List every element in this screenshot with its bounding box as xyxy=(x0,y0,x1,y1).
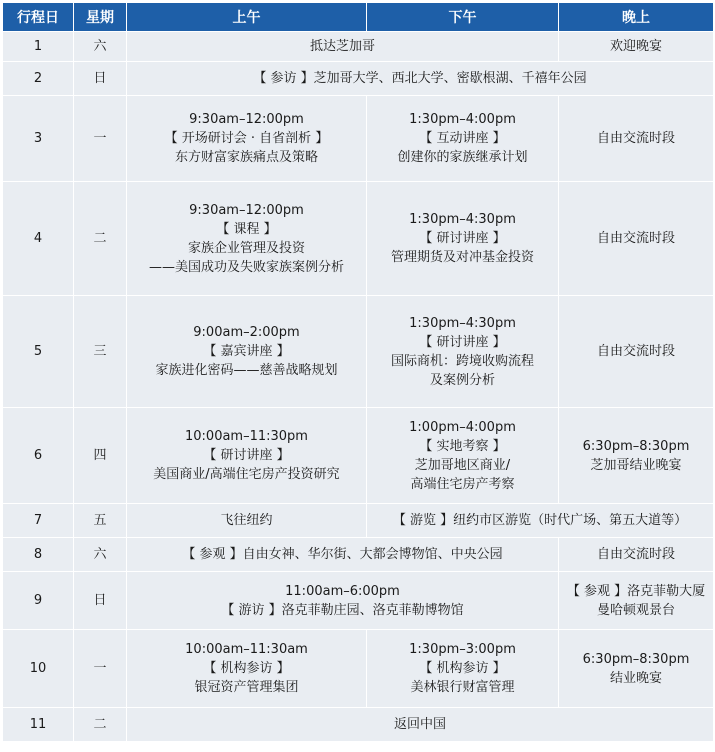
cell-line: 自由交流时段 xyxy=(596,344,675,359)
am-cell xyxy=(127,408,367,504)
header-row xyxy=(3,3,714,32)
pm-cell xyxy=(367,296,559,408)
eve-cell xyxy=(559,96,714,182)
pm-cell xyxy=(367,630,559,708)
day-activity-cell xyxy=(127,32,559,62)
cell-line: 10:00am–11:30am xyxy=(185,642,308,657)
cell-line: 【 互动讲座 】 xyxy=(419,131,506,146)
day-cell: 8 xyxy=(3,538,74,572)
table-row xyxy=(3,62,714,96)
pm-cell xyxy=(367,182,559,296)
full-day-activity-cell xyxy=(127,708,714,742)
table-row xyxy=(3,572,714,630)
cell-line: 【 机构参访 】 xyxy=(203,661,290,676)
cell-line: 10:00am–11:30pm xyxy=(185,429,308,444)
day-activity-cell xyxy=(127,538,559,572)
am-cell xyxy=(127,182,367,296)
cell-line: 【 机构参访 】 xyxy=(419,661,506,676)
cell-line: 【 开场研讨会 · 自省剖析 】 xyxy=(164,131,329,146)
table-row xyxy=(3,182,714,296)
week-cell: 三 xyxy=(74,296,127,408)
table-row xyxy=(3,630,714,708)
day-cell: 1 xyxy=(3,32,74,62)
day-cell: 6 xyxy=(3,408,74,504)
day-cell: 2 xyxy=(3,62,74,96)
cell-line: 曼哈顿观景台 xyxy=(596,602,675,618)
cell-line: 芝加哥结业晚宴 xyxy=(590,457,682,473)
cell-line: 1:00pm–4:00pm xyxy=(409,419,516,435)
cell-line: 美林银行财富管理 xyxy=(410,680,515,695)
cell-line: 6:30pm–8:30pm xyxy=(582,438,690,454)
cell-line: 飞往纽约 xyxy=(220,513,273,528)
cell-line: 11:00am–6:00pm xyxy=(285,583,400,599)
cell-line: 9:30am–12:00pm xyxy=(189,202,304,218)
cell-line: 银冠资产管理集团 xyxy=(194,680,299,695)
am-cell xyxy=(127,630,367,708)
cell-line: 【 参访 】芝加哥大学、西北大学、密歇根湖、千禧年公园 xyxy=(253,71,587,86)
eve-cell xyxy=(559,182,714,296)
eve-cell xyxy=(559,32,714,62)
day-cell: 4 xyxy=(3,182,74,296)
cell-line: 9:30am–12:00pm xyxy=(189,112,304,127)
header-eve: 晚上 xyxy=(559,3,714,32)
week-cell: 日 xyxy=(74,62,127,96)
week-cell: 四 xyxy=(74,408,127,504)
cell-line: 返回中国 xyxy=(393,717,446,732)
cell-line: 自由交流时段 xyxy=(596,231,675,246)
itinerary-table xyxy=(2,2,714,742)
am-cell xyxy=(127,296,367,408)
cell-line: 美国商业/高端住宅房产投资研究 xyxy=(153,467,340,482)
week-cell: 一 xyxy=(74,630,127,708)
header-pm: 下午 xyxy=(367,3,559,32)
table-row xyxy=(3,32,714,62)
week-cell: 六 xyxy=(74,538,127,572)
day-cell: 7 xyxy=(3,504,74,538)
pm-cell xyxy=(367,408,559,504)
eve-cell xyxy=(559,408,714,504)
cell-line: 东方财富家族痛点及策略 xyxy=(174,150,318,165)
eve-cell xyxy=(559,630,714,708)
table-row xyxy=(3,296,714,408)
cell-line: 1:30pm–4:30pm xyxy=(409,212,516,227)
am-cell xyxy=(127,504,367,538)
cell-line: 国际商机：跨境收购流程 xyxy=(390,353,534,369)
table-row xyxy=(3,504,714,538)
week-cell: 日 xyxy=(74,572,127,630)
cell-line: 结业晚宴 xyxy=(609,670,662,686)
week-cell: 一 xyxy=(74,96,127,182)
day-cell: 11 xyxy=(3,708,74,742)
cell-line: 欢迎晚宴 xyxy=(609,39,662,54)
cell-line: 9:00am–2:00pm xyxy=(193,325,300,340)
cell-line: 创建你的家族继承计划 xyxy=(397,150,528,165)
cell-line: 【 参观 】自由女神、华尔街、大都会博物馆、中央公园 xyxy=(182,547,503,562)
day-cell: 9 xyxy=(3,572,74,630)
cell-line: 6:30pm–8:30pm xyxy=(582,651,690,667)
full-day-activity-cell xyxy=(127,62,714,96)
cell-line: 自由交流时段 xyxy=(596,547,675,562)
week-cell: 六 xyxy=(74,32,127,62)
week-cell: 五 xyxy=(74,504,127,538)
week-cell: 二 xyxy=(74,708,127,742)
header-week: 星期 xyxy=(74,3,127,32)
cell-line: 及案例分析 xyxy=(429,372,495,388)
day-cell: 3 xyxy=(3,96,74,182)
cell-line: 【 参观 】洛克菲勒大厦 xyxy=(566,583,706,599)
cell-line: 1:30pm–3:00pm xyxy=(409,642,516,657)
cell-line: 【 研讨讲座 】 xyxy=(419,334,506,350)
table-row xyxy=(3,96,714,182)
header-am: 上午 xyxy=(127,3,367,32)
cell-line: 家族进化密码——慈善战略规划 xyxy=(155,363,338,378)
header-day: 行程日 xyxy=(3,3,74,32)
table-row xyxy=(3,708,714,742)
afternoon-evening-cell xyxy=(367,504,714,538)
cell-line: 高端住宅房产考察 xyxy=(410,476,515,492)
am-cell xyxy=(127,96,367,182)
week-cell: 二 xyxy=(74,182,127,296)
cell-line: 【 游览 】纽约市区游览（时代广场、第五大道等） xyxy=(392,513,688,528)
cell-line: 抵达芝加哥 xyxy=(309,39,375,54)
cell-line: 【 实地考察 】 xyxy=(419,438,506,454)
day-cell: 5 xyxy=(3,296,74,408)
eve-cell xyxy=(559,538,714,572)
day-activity-cell xyxy=(127,572,559,630)
day-cell: 10 xyxy=(3,630,74,708)
cell-line: 芝加哥地区商业/ xyxy=(414,457,511,473)
cell-line: 自由交流时段 xyxy=(596,131,675,146)
cell-line: 【 嘉宾讲座 】 xyxy=(203,344,290,359)
cell-line: 家族企业管理及投资 xyxy=(187,240,305,256)
pm-cell xyxy=(367,96,559,182)
cell-line: 1:30pm–4:00pm xyxy=(409,112,516,127)
cell-line: 【 游访 】洛克菲勒庄园、洛克菲勒博物馆 xyxy=(221,602,464,618)
table-row xyxy=(3,408,714,504)
cell-line: 1:30pm–4:30pm xyxy=(409,315,516,331)
cell-line: ——美国成功及失败家族案例分析 xyxy=(148,259,344,275)
cell-line: 【 研讨讲座 】 xyxy=(203,448,290,463)
table-row xyxy=(3,538,714,572)
cell-line: 管理期货及对冲基金投资 xyxy=(390,250,534,265)
eve-cell xyxy=(559,296,714,408)
eve-cell xyxy=(559,572,714,630)
cell-line: 【 研讨讲座 】 xyxy=(419,231,506,246)
cell-line: 【 课程 】 xyxy=(216,221,277,237)
